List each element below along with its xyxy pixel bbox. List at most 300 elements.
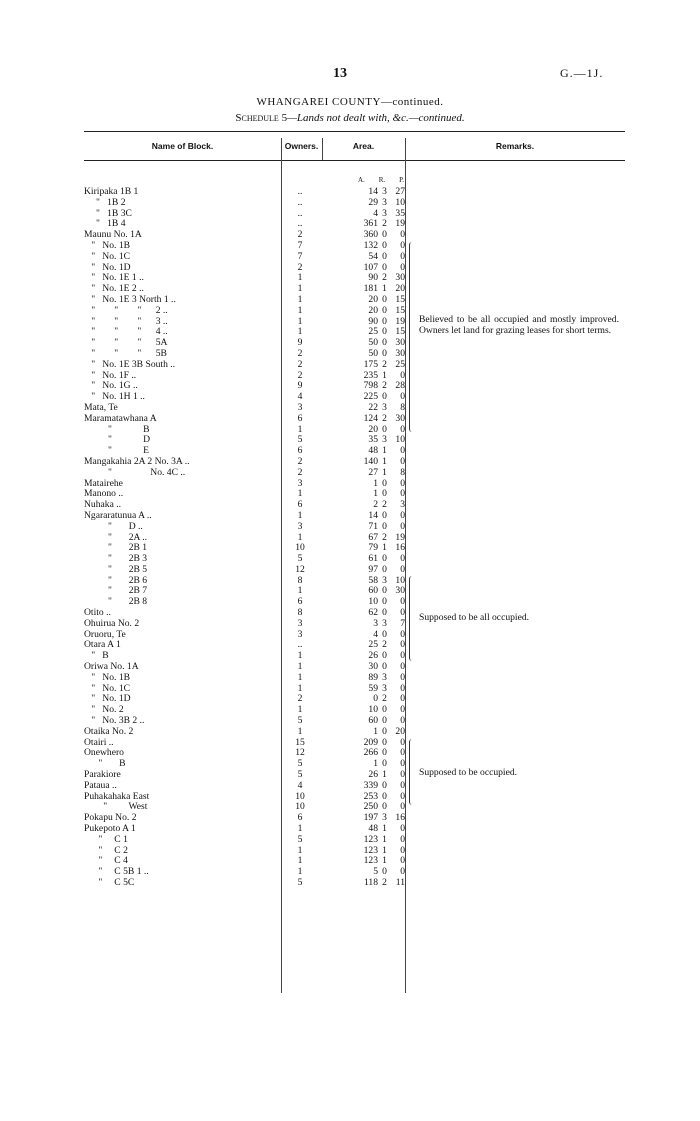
block-name: Onewhero	[84, 747, 124, 759]
block-name: " B	[84, 423, 150, 435]
area-acres: 79	[368, 542, 378, 554]
area-perches: 25	[395, 358, 405, 370]
block-name: " 1B 4	[84, 218, 126, 230]
area-acres: 0	[373, 693, 378, 705]
block-name: " " " 3 ..	[84, 315, 168, 327]
owners-cell: 4	[297, 779, 303, 791]
area-acres: 5	[373, 866, 378, 878]
area-roods: 0	[382, 628, 387, 640]
owners-cell: 1	[297, 326, 303, 338]
area-units	[358, 176, 404, 184]
area-perches: 10	[395, 574, 405, 586]
area-acres: 71	[368, 520, 378, 532]
area-acres: 225	[363, 391, 378, 403]
table-row	[0, 252, 700, 263]
schedule-heading	[0, 112, 700, 124]
area-acres: 90	[368, 272, 378, 284]
area-perches: 16	[395, 812, 405, 824]
area-roods: 2	[382, 531, 387, 543]
block-name: Ohuirua No. 2	[84, 617, 140, 629]
area-roods: 0	[382, 747, 387, 759]
block-name: " No. 1B	[84, 239, 131, 251]
table-row	[0, 360, 700, 371]
area-roods: 1	[382, 542, 387, 554]
area-perches: 0	[400, 488, 405, 500]
block-name: Parakiore	[84, 769, 121, 781]
area-acres: 2	[373, 499, 378, 511]
owners-cell: 9	[297, 337, 303, 349]
area-roods: 3	[382, 574, 387, 586]
owners-cell: ..	[297, 218, 303, 230]
area-perches: 0	[400, 855, 405, 867]
area-acres: 360	[363, 229, 378, 241]
area-acres: 20	[368, 293, 378, 305]
area-acres: 20	[368, 304, 378, 316]
owners-cell: 5	[297, 758, 303, 770]
block-name: " No. 3B 2 ..	[84, 715, 145, 727]
area-perches: 0	[400, 628, 405, 640]
area-acres: 20	[368, 423, 378, 435]
area-roods: 0	[382, 488, 387, 500]
area-perches: 30	[395, 412, 405, 424]
area-roods: 2	[382, 358, 387, 370]
area-roods: 1	[382, 466, 387, 478]
area-acres: 235	[363, 369, 378, 381]
owners-cell: 2	[297, 347, 303, 359]
area-roods: 2	[382, 639, 387, 651]
area-perches: 0	[400, 250, 405, 262]
area-perches: 30	[395, 337, 405, 349]
area-roods: 2	[382, 877, 387, 888]
area-acres: 132	[363, 239, 378, 251]
block-name: Manono ..	[84, 488, 124, 500]
area-perches: 0	[400, 445, 405, 457]
area-roods: 0	[382, 509, 387, 521]
owners-cell: 3	[297, 401, 303, 413]
area-roods: 3	[382, 434, 387, 446]
area-acres: 253	[363, 790, 378, 802]
area-perches: 7	[400, 617, 405, 629]
area-acres: 10	[368, 704, 378, 716]
area-roods: 3	[382, 617, 387, 629]
area-acres: 3	[373, 617, 378, 629]
area-acres: 1	[373, 758, 378, 770]
area-roods: 0	[382, 758, 387, 770]
area-roods: 1	[382, 369, 387, 381]
area-perches: 0	[400, 509, 405, 521]
block-name: " C 5C	[84, 877, 135, 888]
block-name: " No. 1F ..	[84, 369, 137, 381]
block-name: " No. 1E 3B South ..	[84, 358, 176, 370]
area-perches: 0	[400, 715, 405, 727]
owners-cell: 3	[297, 617, 303, 629]
area-acres: 4	[373, 207, 378, 219]
owners-cell: 1	[297, 585, 303, 597]
area-perches: 0	[400, 736, 405, 748]
area-roods: 1	[382, 833, 387, 845]
block-name: " West	[84, 801, 148, 813]
owners-cell: 1	[297, 725, 303, 737]
area-acres: 50	[368, 347, 378, 359]
owners-cell: 2	[297, 261, 303, 273]
block-name: Kiripaka 1B 1	[84, 186, 139, 197]
area-roods: 0	[382, 347, 387, 359]
page-reference: G.—1J.	[560, 66, 604, 80]
area-acres: 14	[368, 186, 378, 197]
area-roods: 0	[382, 563, 387, 575]
area-acres: 54	[368, 250, 378, 262]
area-roods: 1	[382, 769, 387, 781]
area-acres: 14	[368, 509, 378, 521]
block-name: " No. 1E 2 ..	[84, 283, 144, 295]
area-perches: 0	[400, 520, 405, 532]
block-name: " C 1	[84, 833, 128, 845]
county-heading: WHANGAREI COUNTY—continued.	[256, 96, 444, 108]
block-name: " No. 4C ..	[84, 466, 186, 478]
owners-cell: 3	[297, 477, 303, 489]
area-acres: 10	[368, 596, 378, 608]
area-perches: 15	[395, 326, 405, 338]
block-name: " D ..	[84, 520, 143, 532]
owners-cell: 2	[297, 693, 303, 705]
owners-cell: 6	[297, 812, 303, 824]
area-roods: 0	[382, 293, 387, 305]
owners-cell: 1	[297, 283, 303, 295]
block-name: " No. 1H 1 ..	[84, 391, 145, 403]
area-roods: 0	[382, 261, 387, 273]
area-perches: 20	[395, 725, 405, 737]
owners-cell: 10	[295, 790, 305, 802]
table-row	[0, 781, 700, 792]
owners-cell: 9	[297, 380, 303, 392]
unit-acres: A.	[358, 176, 365, 184]
header-remarks: Remarks.	[495, 141, 535, 151]
area-roods: 0	[382, 866, 387, 878]
owners-cell: 6	[297, 412, 303, 424]
owners-cell: 5	[297, 715, 303, 727]
area-perches: 16	[395, 542, 405, 554]
block-name: Nuhaka ..	[84, 499, 122, 511]
owners-cell: 5	[297, 833, 303, 845]
block-name: " B	[84, 758, 126, 770]
owners-cell: 1	[297, 823, 303, 835]
area-roods: 0	[382, 304, 387, 316]
area-perches: 0	[400, 833, 405, 845]
block-name: Matairehe	[84, 477, 123, 489]
owners-cell: ..	[297, 196, 303, 208]
block-name: " No. 1B	[84, 671, 131, 683]
area-perches: 0	[400, 661, 405, 673]
block-name: Otairi ..	[84, 736, 114, 748]
area-acres: 123	[363, 833, 378, 845]
block-name: " C 5B 1 ..	[84, 866, 149, 878]
owners-cell: 7	[297, 250, 303, 262]
area-roods: 1	[382, 855, 387, 867]
area-roods: 3	[382, 812, 387, 824]
owners-cell: ..	[297, 639, 303, 651]
area-perches: 0	[400, 455, 405, 467]
table-header-rule	[84, 160, 625, 161]
unit-roods: R.	[378, 176, 386, 184]
block-name: " No. 1D	[84, 261, 131, 273]
table-body	[0, 187, 700, 889]
block-name: Maunu No. 1A	[84, 229, 142, 241]
owners-cell: 1	[297, 650, 303, 662]
block-name: " 2B 3	[84, 553, 148, 565]
area-acres: 1	[373, 488, 378, 500]
area-roods: 0	[382, 596, 387, 608]
area-perches: 3	[400, 499, 405, 511]
area-perches: 15	[395, 293, 405, 305]
area-perches: 30	[395, 347, 405, 359]
area-perches: 0	[400, 704, 405, 716]
area-acres: 361	[363, 218, 378, 230]
area-perches: 19	[395, 218, 405, 230]
area-perches: 0	[400, 801, 405, 813]
area-roods: 2	[382, 499, 387, 511]
owners-cell: 10	[295, 542, 305, 554]
area-acres: 798	[363, 380, 378, 392]
remark-oriwa: Supposed to be occupied.	[419, 767, 518, 778]
area-roods: 2	[382, 693, 387, 705]
area-roods: 0	[382, 337, 387, 349]
block-name: Otaika No. 2	[84, 725, 134, 737]
header-area: Area.	[352, 141, 375, 151]
area-acres: 61	[368, 553, 378, 565]
block-name: " No. 1C	[84, 682, 131, 694]
owners-cell: 3	[297, 628, 303, 640]
area-acres: 124	[363, 412, 378, 424]
area-acres: 123	[363, 855, 378, 867]
area-perches: 0	[400, 261, 405, 273]
area-roods: 0	[382, 520, 387, 532]
area-perches: 28	[395, 380, 405, 392]
owners-cell: 1	[297, 844, 303, 856]
owners-cell: 15	[295, 736, 305, 748]
area-perches: 0	[400, 639, 405, 651]
area-perches: 0	[400, 682, 405, 694]
area-perches: 0	[400, 391, 405, 403]
area-perches: 0	[400, 423, 405, 435]
area-acres: 67	[368, 531, 378, 543]
block-name: " 2B 7	[84, 585, 148, 597]
area-perches: 0	[400, 844, 405, 856]
area-roods: 0	[382, 585, 387, 597]
area-perches: 19	[395, 315, 405, 327]
area-roods: 0	[382, 736, 387, 748]
area-perches: 0	[400, 693, 405, 705]
area-perches: 0	[400, 671, 405, 683]
area-roods: 2	[382, 412, 387, 424]
block-name: " E	[84, 445, 149, 457]
area-roods: 1	[382, 455, 387, 467]
unit-perches: P.	[399, 176, 404, 184]
area-roods: 0	[382, 607, 387, 619]
area-perches: 30	[395, 272, 405, 284]
owners-cell: 10	[295, 801, 305, 813]
owners-cell: 5	[297, 434, 303, 446]
header-name-of-block: Name of Block.	[151, 141, 214, 151]
area-roods: 3	[382, 196, 387, 208]
table-row	[0, 414, 700, 425]
area-perches: 0	[400, 563, 405, 575]
block-name: Otara A 1	[84, 639, 121, 651]
block-name: " No. 1G ..	[84, 380, 138, 392]
table-row	[0, 198, 700, 209]
block-name: " " " 5A	[84, 337, 168, 349]
area-perches: 0	[400, 747, 405, 759]
area-acres: 90	[368, 315, 378, 327]
area-perches: 0	[400, 823, 405, 835]
area-acres: 50	[368, 337, 378, 349]
owners-cell: 1	[297, 671, 303, 683]
block-name: " 2A ..	[84, 531, 148, 543]
owners-cell: 1	[297, 488, 303, 500]
owners-cell: 1	[297, 531, 303, 543]
owners-cell: 2	[297, 466, 303, 478]
area-acres: 97	[368, 563, 378, 575]
area-roods: 0	[382, 779, 387, 791]
area-roods: 0	[382, 315, 387, 327]
area-perches: 0	[400, 229, 405, 241]
area-roods: 2	[382, 218, 387, 230]
area-roods: 0	[382, 715, 387, 727]
area-roods: 0	[382, 704, 387, 716]
block-name: Otito ..	[84, 607, 111, 619]
owners-cell: 1	[297, 509, 303, 521]
area-perches: 15	[395, 304, 405, 316]
area-acres: 48	[368, 445, 378, 457]
area-acres: 266	[363, 747, 378, 759]
block-name: " " " 4 ..	[84, 326, 168, 338]
owners-cell: 1	[297, 661, 303, 673]
block-name: Pataua ..	[84, 779, 117, 791]
area-perches: 19	[395, 531, 405, 543]
owners-cell: 5	[297, 877, 303, 888]
owners-cell: 7	[297, 239, 303, 251]
area-roods: 1	[382, 844, 387, 856]
block-name: " 2B 8	[84, 596, 148, 608]
owners-cell: 4	[297, 391, 303, 403]
block-name: Mangakahia 2A 2 No. 3A ..	[84, 455, 190, 467]
block-name: " No. 1E 3 North 1 ..	[84, 293, 176, 305]
area-roods: 0	[382, 423, 387, 435]
area-perches: 11	[395, 877, 405, 888]
area-acres: 209	[363, 736, 378, 748]
area-acres: 62	[368, 607, 378, 619]
area-acres: 25	[368, 326, 378, 338]
area-acres: 89	[368, 671, 378, 683]
area-roods: 0	[382, 326, 387, 338]
area-roods: 0	[382, 229, 387, 241]
owners-cell: 6	[297, 445, 303, 457]
area-perches: 0	[400, 369, 405, 381]
remark-maunu: Believed to be all occupied and mostly improved. Owners let land for grazing leases for short terms.	[419, 314, 619, 336]
owners-cell: 1	[297, 315, 303, 327]
block-name: Ngararatunua A ..	[84, 509, 152, 521]
block-name: " D	[84, 434, 151, 446]
area-acres: 59	[368, 682, 378, 694]
area-acres: 181	[363, 283, 378, 295]
area-acres: 107	[363, 261, 378, 273]
area-perches: 0	[400, 239, 405, 251]
owners-cell: 5	[297, 553, 303, 565]
area-roods: 0	[382, 801, 387, 813]
owners-cell: 1	[297, 304, 303, 316]
area-perches: 0	[400, 769, 405, 781]
area-perches: 0	[400, 650, 405, 662]
block-name: Pukepoto A 1	[84, 823, 136, 835]
block-name: Oruoru, Te	[84, 628, 126, 640]
area-perches: 0	[400, 607, 405, 619]
area-acres: 30	[368, 661, 378, 673]
area-acres: 4	[373, 628, 378, 640]
owners-cell: 2	[297, 229, 303, 241]
area-acres: 1	[373, 477, 378, 489]
schedule-title: —Lands not dealt with, &c.—continued.	[287, 112, 465, 124]
header-owners: Owners.	[284, 141, 319, 151]
area-acres: 339	[363, 779, 378, 791]
owners-cell: 1	[297, 293, 303, 305]
area-acres: 29	[368, 196, 378, 208]
block-name: " 2B 1	[84, 542, 148, 554]
table-row	[0, 878, 700, 889]
owners-cell: 1	[297, 866, 303, 878]
owners-cell: 1	[297, 272, 303, 284]
area-perches: 0	[400, 596, 405, 608]
table-top-rule	[84, 131, 625, 132]
remark-ngararatunua: Supposed to be all occupied.	[419, 612, 530, 623]
owners-cell: ..	[297, 207, 303, 219]
block-name: " 2B 5	[84, 563, 148, 575]
area-roods: 0	[382, 477, 387, 489]
page-number: 13	[333, 66, 347, 81]
block-name: Maramatawhana A	[84, 412, 157, 424]
area-acres: 123	[363, 844, 378, 856]
block-name: " No. 1D	[84, 693, 131, 705]
area-roods: 0	[382, 725, 387, 737]
owners-cell: 3	[297, 520, 303, 532]
owners-cell: 6	[297, 499, 303, 511]
area-roods: 0	[382, 650, 387, 662]
owners-cell: 1	[297, 704, 303, 716]
owners-cell: 1	[297, 682, 303, 694]
area-roods: 2	[382, 380, 387, 392]
block-name: " 2B 6	[84, 574, 148, 586]
owners-cell: 5	[297, 769, 303, 781]
remark-brace-ngararatunua	[409, 576, 415, 661]
area-perches: 8	[400, 466, 405, 478]
area-acres: 250	[363, 801, 378, 813]
block-name: " C 2	[84, 844, 128, 856]
area-acres: 26	[368, 769, 378, 781]
block-name: " No. 2	[84, 704, 124, 716]
area-perches: 27	[395, 186, 405, 197]
block-name: Puhakahaka East	[84, 790, 150, 802]
block-name: " " " 5B	[84, 347, 167, 359]
area-roods: 3	[382, 401, 387, 413]
block-name: Oriwa No. 1A	[84, 661, 139, 673]
area-perches: 0	[400, 866, 405, 878]
area-acres: 175	[363, 358, 378, 370]
block-name: " No. 1E 1 ..	[84, 272, 144, 284]
block-name: Mata, Te	[84, 401, 118, 413]
block-name: " B	[84, 650, 109, 662]
owners-cell: 2	[297, 369, 303, 381]
owners-cell: 12	[295, 563, 305, 575]
area-roods: 0	[382, 790, 387, 802]
block-name: " " " 2 ..	[84, 304, 168, 316]
